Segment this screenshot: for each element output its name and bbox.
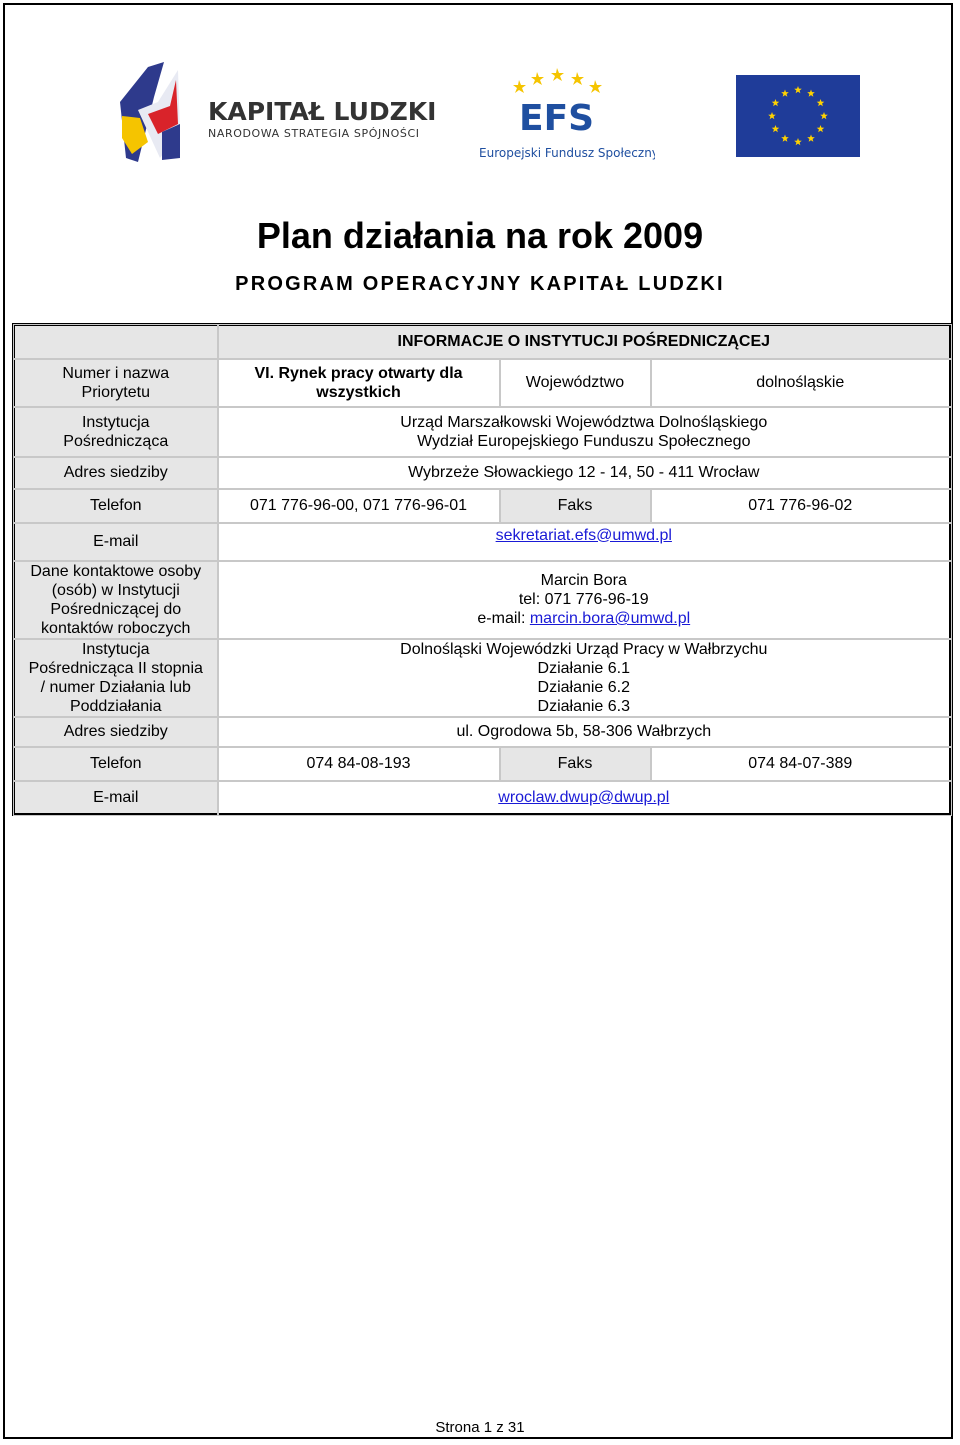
contact-label <box>14 561 218 639</box>
fax2-value: 074 84-07-389 <box>651 747 951 781</box>
table-row <box>14 561 951 639</box>
table-row <box>14 523 951 561</box>
phone-value: 071 776-96-00, 071 776-96-01 <box>218 489 500 523</box>
efs-caption: Europejski Fundusz Społeczny <box>479 146 655 160</box>
priority-label <box>14 359 218 407</box>
contact-email-prefix: e-mail: <box>477 610 530 627</box>
ip-value-line: Wydział Europejskiego Funduszu Społecznego <box>417 432 751 450</box>
table-row <box>14 747 951 781</box>
table-row <box>14 457 951 489</box>
voivodeship-value: dolnośląskie <box>651 359 951 407</box>
fax-label: Faks <box>500 489 651 523</box>
ip2-label-line: Instytucja <box>81 640 150 658</box>
efs-mark: EFS <box>519 98 595 139</box>
ip-label <box>14 407 218 457</box>
table-row <box>14 407 951 457</box>
contact-email-link[interactable]: marcin.bora@umwd.pl <box>529 610 691 627</box>
efs-logo <box>475 68 655 168</box>
phone2-value: 074 84-08-193 <box>218 747 500 781</box>
voivodeship-label: Województwo <box>500 359 651 407</box>
ip2-value-line: Działanie 6.1 <box>537 659 631 677</box>
ip2-label <box>14 639 218 717</box>
table-row <box>14 717 951 747</box>
email-link[interactable]: sekretariat.efs@umwd.pl <box>495 526 672 544</box>
ip-label-line: Pośrednicząca <box>63 432 169 450</box>
eu-flag-icon <box>736 75 860 157</box>
kl-logo-line2: NARODOWA STRATEGIA SPÓJNOŚCI <box>208 127 420 140</box>
table-row <box>14 639 951 717</box>
email2-cell <box>218 781 951 815</box>
fax-value: 071 776-96-02 <box>651 489 951 523</box>
email2-label: E-mail <box>14 781 218 815</box>
ip-label-line: Instytucja <box>81 413 150 431</box>
ip2-value-line: Dolnośląski Wojewódzki Urząd Pracy w Wałbrzychu <box>400 640 768 658</box>
contact-value <box>218 561 951 639</box>
ip-value <box>218 407 951 457</box>
email-label: E-mail <box>14 523 218 561</box>
ip-value-line: Urząd Marszałkowski Województwa Dolnośląskiego <box>400 413 768 431</box>
table-row <box>14 781 951 815</box>
contact-label-line: kontaktów roboczych <box>41 619 191 637</box>
phone-label: Telefon <box>14 489 218 523</box>
address2-label: Adres siedziby <box>14 717 218 747</box>
address-value: Wybrzeże Słowackiego 12 - 14, 50 - 411 Wrocław <box>218 457 951 489</box>
email-cell <box>218 523 951 561</box>
email2-link[interactable]: wroclaw.dwup@dwup.pl <box>498 788 670 806</box>
priority-value <box>218 359 500 407</box>
page-footer: Strona 1 z 31 <box>435 1419 525 1436</box>
kl-logo-line1: KAPITAŁ LUDZKI <box>208 97 437 126</box>
table-header: INFORMACJE O INSTYTUCJI POŚREDNICZĄCEJ <box>218 325 951 359</box>
table-header-row <box>14 325 951 359</box>
institution-info-table <box>12 323 952 816</box>
priority-label-line: Numer i nazwa <box>62 364 170 382</box>
contact-label-line: Pośredniczącej do <box>50 600 182 618</box>
phone2-label: Telefon <box>14 747 218 781</box>
address2-value: ul. Ogrodowa 5b, 58-306 Wałbrzych <box>218 717 951 747</box>
page-subtitle: PROGRAM OPERACYJNY KAPITAŁ LUDZKI <box>235 273 725 295</box>
table-row <box>14 489 951 523</box>
priority-label-line: Priorytetu <box>81 383 150 401</box>
page-title: Plan działania na rok 2009 <box>256 215 704 256</box>
contact-name: Marcin Bora <box>540 572 627 589</box>
kapital-ludzki-logo <box>118 62 438 162</box>
contact-label-line: Dane kontaktowe osoby <box>30 562 202 580</box>
fax2-label: Faks <box>500 747 651 781</box>
priority-value-line: wszystkich <box>316 383 401 401</box>
contact-label-line: (osób) w Instytucji <box>51 581 180 599</box>
address-label: Adres siedziby <box>14 457 218 489</box>
ip2-value-line: Działanie 6.3 <box>537 697 631 715</box>
ip2-label-line: / numer Działania lub <box>40 678 191 696</box>
priority-value-line: VI. Rynek pracy otwarty dla <box>254 364 463 382</box>
ip2-value <box>218 639 951 717</box>
table-row <box>14 359 951 407</box>
contact-tel: tel: 071 776-96-19 <box>518 591 649 608</box>
ip2-label-line: Pośrednicząca II stopnia <box>28 659 203 677</box>
ip2-value-line: Działanie 6.2 <box>537 678 631 696</box>
contact-email-line <box>223 609 946 628</box>
ip2-label-line: Poddziałania <box>69 697 162 715</box>
